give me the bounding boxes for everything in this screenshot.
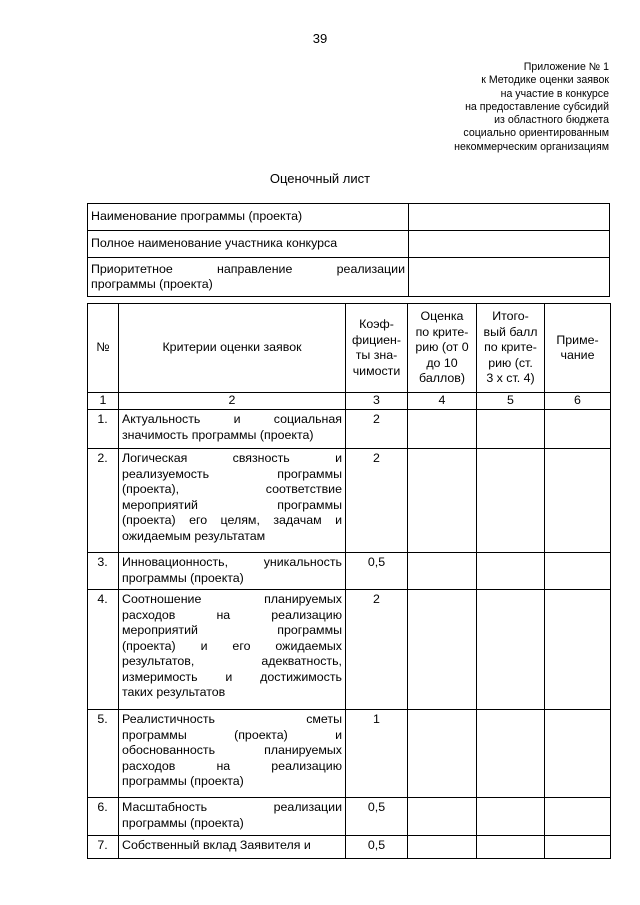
header-line: 3 х ст. 4) [486, 371, 535, 386]
appendix-line: на участие в конкурсе [500, 87, 609, 100]
criteria-line: программы (проекта) [122, 570, 244, 585]
total-score-cell[interactable] [477, 410, 545, 449]
header-number: № [88, 304, 119, 393]
criteria-text [119, 590, 346, 710]
info-label-participant-name: Полное наименование участника конкурса [88, 231, 409, 258]
column-numbers-row [88, 393, 611, 410]
criteria-row [88, 590, 611, 710]
table-header-row [88, 304, 611, 393]
criteria-number: 5. [88, 710, 119, 798]
criteria-row [88, 553, 611, 590]
note-cell[interactable] [545, 590, 611, 710]
info-label-priority-direction [88, 258, 409, 297]
criteria-line: значимость программы (проекта) [122, 427, 314, 442]
info-label-program-name: Наименование программы (проекта) [88, 204, 409, 231]
appendix-line: к Методике оценки заявок [481, 74, 609, 87]
total-score-cell[interactable] [477, 449, 545, 553]
score-cell[interactable] [408, 590, 477, 710]
total-score-cell[interactable] [477, 710, 545, 798]
info-row [88, 231, 610, 258]
coefficient-value: 2 [346, 590, 408, 710]
coefficient-value: 0,5 [346, 798, 408, 836]
label-line: программы (проекта) [91, 277, 213, 291]
coefficient-value: 0,5 [346, 553, 408, 590]
document-title: Оценочный лист [269, 171, 371, 186]
criteria-number: 7. [88, 836, 119, 859]
header-line: рию (ст. [488, 355, 533, 370]
criteria-line: Реалистичность сметы [122, 712, 342, 726]
header-line: чание [560, 348, 595, 362]
criteria-line: расходов на реализацию [122, 607, 342, 622]
info-row [88, 258, 610, 297]
criteria-row [88, 798, 611, 836]
info-value-priority-direction[interactable] [409, 258, 610, 297]
info-value-participant-name[interactable] [409, 231, 610, 258]
criteria-line: обоснованность планируемых [122, 743, 342, 757]
score-cell[interactable] [408, 553, 477, 590]
score-cell[interactable] [408, 798, 477, 836]
appendix-line: на предоставление субсидий [465, 100, 609, 113]
note-cell[interactable] [545, 553, 611, 590]
criteria-line: мероприятий программы [122, 497, 342, 512]
header-line: Приме- [556, 332, 599, 347]
header-line: по крите- [415, 324, 469, 339]
header-line: баллов) [419, 371, 465, 386]
header-line: Итого- [492, 309, 529, 324]
score-cell[interactable] [408, 836, 477, 859]
info-value-program-name[interactable] [409, 204, 610, 231]
header-criteria: Критерии оценки заявок [119, 304, 346, 393]
column-number: 5 [477, 393, 545, 410]
column-number: 4 [408, 393, 477, 410]
appendix-line: социально ориентированным [463, 127, 609, 140]
coefficient-value: 0,5 [346, 836, 408, 859]
score-cell[interactable] [408, 410, 477, 449]
appendix-header [309, 61, 609, 154]
criteria-number: 4. [88, 590, 119, 710]
evaluation-criteria-table [87, 303, 611, 859]
header-line: вый балл [483, 324, 538, 339]
coefficient-value: 2 [346, 449, 408, 553]
criteria-line: программы (проекта) [122, 815, 244, 830]
criteria-text [119, 710, 346, 798]
header-line: Коэф- [359, 317, 394, 331]
criteria-line: измеримость и достижимость [122, 669, 342, 684]
note-cell[interactable] [545, 836, 611, 859]
criteria-text [119, 553, 346, 590]
total-score-cell[interactable] [477, 798, 545, 836]
header-note [545, 304, 611, 393]
header-coefficient [346, 304, 408, 393]
criteria-text [119, 449, 346, 553]
criteria-row [88, 710, 611, 798]
header-line: по крите- [484, 340, 537, 355]
criteria-line: Актуальность и социальная [122, 412, 342, 426]
criteria-text [119, 410, 346, 449]
criteria-line: Логическая связность и [122, 451, 342, 465]
criteria-text [119, 798, 346, 836]
criteria-line: реализуемость программы [122, 466, 342, 481]
header-line: до 10 [426, 355, 458, 370]
criteria-number: 6. [88, 798, 119, 836]
header-line: чимости [352, 363, 401, 378]
appendix-line: из областного бюджета [494, 114, 609, 127]
column-number: 2 [119, 393, 346, 410]
score-cell[interactable] [408, 449, 477, 553]
criteria-row [88, 410, 611, 449]
page-number: 39 [312, 31, 328, 46]
criteria-line: ожидаемым результатам [122, 528, 266, 543]
criteria-line: результатов, адекватность, [122, 654, 342, 668]
criteria-rows [88, 410, 611, 859]
criteria-row [88, 836, 611, 859]
appendix-line: некоммерческим организациям [454, 140, 609, 153]
criteria-line: мероприятий программы [122, 623, 342, 637]
header-score [408, 304, 477, 393]
header-total [477, 304, 545, 393]
info-row [88, 204, 610, 231]
coefficient-value: 1 [346, 710, 408, 798]
appendix-line: Приложение № 1 [523, 61, 609, 73]
column-number: 6 [545, 393, 611, 410]
label-line: Приоритетное направление реализации [91, 261, 405, 276]
score-cell[interactable] [408, 710, 477, 798]
column-number: 1 [88, 393, 119, 410]
criteria-line: (проекта), соответствие [122, 482, 342, 496]
criteria-line: программы (проекта) [122, 774, 244, 788]
header-line: ты зна- [355, 348, 398, 362]
note-cell[interactable] [545, 449, 611, 553]
header-line: Оценка [420, 309, 464, 324]
header-line: фициен- [352, 332, 401, 347]
criteria-line: программы (проекта) и [122, 727, 342, 742]
note-cell[interactable] [545, 710, 611, 798]
coefficient-value: 2 [346, 410, 408, 449]
program-info-table [87, 203, 610, 297]
total-score-cell[interactable] [477, 553, 545, 590]
criteria-line: Соотношение планируемых [122, 592, 342, 606]
criteria-row [88, 449, 611, 553]
criteria-text [119, 836, 346, 859]
criteria-number: 3. [88, 553, 119, 590]
criteria-line: (проекта) его целям, задачам и [122, 513, 342, 527]
criteria-line: таких результатов [122, 685, 226, 699]
note-cell[interactable] [545, 410, 611, 449]
criteria-line: Масштабность реализации [122, 800, 342, 814]
total-score-cell[interactable] [477, 590, 545, 710]
criteria-line: Собственный вклад Заявителя и [122, 838, 311, 852]
criteria-number: 1. [88, 410, 119, 449]
header-line: рию (от 0 [415, 340, 469, 355]
criteria-line: Инновационность, уникальность [122, 555, 342, 569]
total-score-cell[interactable] [477, 836, 545, 859]
criteria-line: (проекта) и его ожидаемых [122, 638, 342, 653]
note-cell[interactable] [545, 798, 611, 836]
criteria-number: 2. [88, 449, 119, 553]
criteria-line: расходов на реализацию [122, 758, 342, 773]
column-number: 3 [346, 393, 408, 410]
